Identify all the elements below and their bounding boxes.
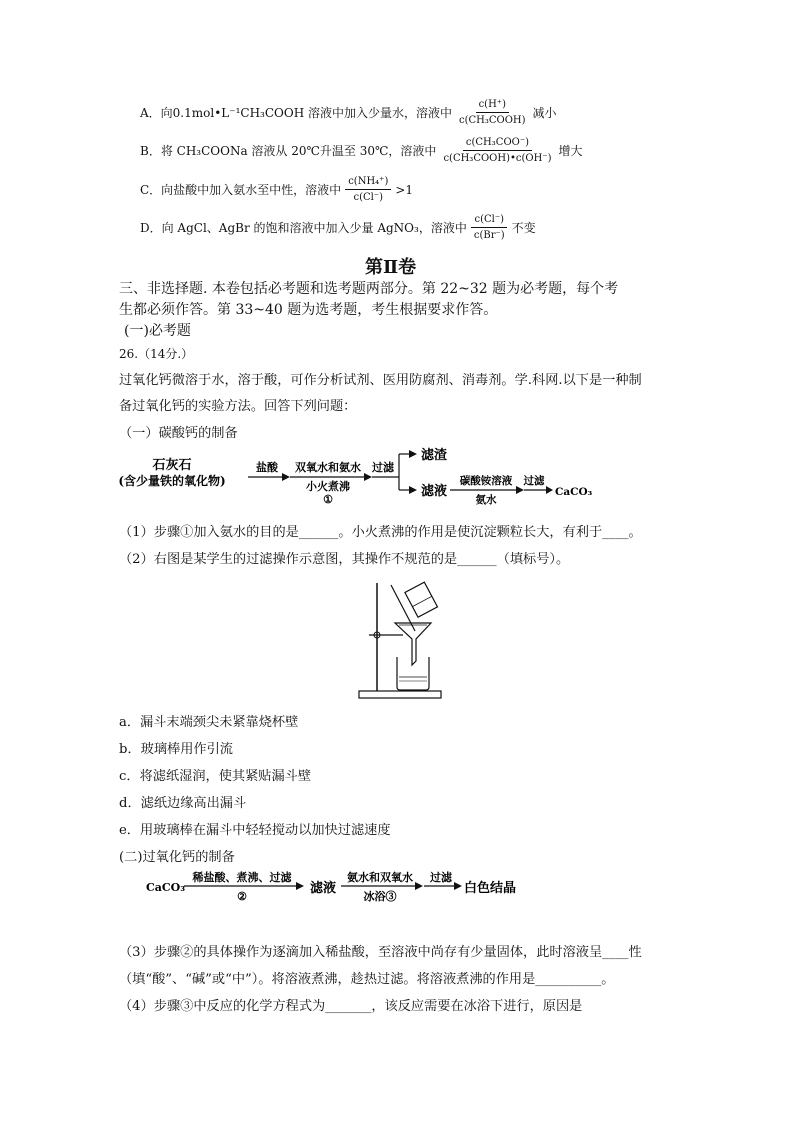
question-2: （2）右图是某学生的过滤操作示意图，其操作不规范的是______（填标号）。 — [119, 552, 570, 567]
choice-e: e．用玻璃棒在漏斗中轻轻搅动以加快过滤速度 — [119, 823, 391, 838]
filtrate-label: 滤液 — [421, 484, 448, 499]
funnel — [395, 623, 431, 665]
fraction-numerator: c(Cl⁻) — [471, 213, 507, 228]
choice-d: d．滤纸边缘高出漏斗 — [119, 796, 247, 811]
flow-diagram-calcium-peroxide — [140, 868, 560, 908]
arrow-1-label: 盐酸 — [256, 461, 278, 474]
part2-title: (二)过氧化钙的制备 — [119, 850, 235, 865]
flow2-start: CaCO₃ — [146, 881, 186, 894]
arrow-5-label: 过滤 — [523, 475, 545, 487]
arrow-5-head — [546, 486, 553, 494]
pouring-beaker — [405, 582, 438, 617]
step-2-marker: ② — [237, 890, 247, 903]
flow2-arrow-2-bottom: 冰浴③ — [363, 890, 397, 903]
option-c-text: C．向盐酸中加入氨水至中性，溶液中 — [140, 183, 342, 197]
arrow-4-head — [516, 486, 524, 494]
option-b-fraction — [440, 136, 554, 165]
flow-diagram-calcium-carbonate — [110, 440, 610, 512]
flow2-filtrate: 滤液 — [310, 881, 337, 896]
option-b — [140, 136, 583, 165]
option-d — [140, 213, 536, 242]
glass-rod — [391, 585, 415, 631]
residue-label: 滤渣 — [421, 448, 448, 463]
flow1-start-label: 石灰石 — [152, 458, 192, 473]
arrow-2-head — [364, 473, 372, 481]
section-intro-line2: 生都必须作答。第 33~40 题为选考题，考生根据要求作答。 — [119, 302, 498, 318]
choice-c: c．将滤纸湿润，使其紧贴漏斗壁 — [119, 769, 312, 784]
fraction-denominator: c(Br⁻) — [473, 230, 505, 241]
question-3-line2: （填“酸”、“碱”或“中”）。将溶液煮沸，趁热过滤。将溶液煮沸的作用是__________。 — [119, 972, 615, 987]
flow1-start-note: (含少量铁的氧化物) — [118, 474, 226, 488]
arrow-2-bottom-label: 小火煮沸 — [306, 480, 350, 493]
question-3-line1: （3）步骤②的具体操作为逐滴加入稀盐酸，至溶液中尚存有少量固体，此时溶液呈____性 — [119, 945, 642, 960]
fork-upper-head — [409, 450, 417, 458]
fraction-denominator: c(CH₃COOH) — [458, 115, 526, 126]
fork-lower-head — [409, 486, 417, 494]
flow2-arrow-2-top: 氨水和双氧水 — [347, 871, 413, 884]
product-caco3: CaCO₃ — [555, 486, 593, 498]
option-c-fraction — [345, 175, 391, 204]
arrow-4-top-label: 碳酸铵溶液 — [459, 475, 513, 487]
flow2-arrow-3-head — [454, 882, 462, 890]
option-c — [140, 175, 413, 204]
question-number: 26.（14分.） — [119, 347, 194, 361]
option-b-text: B．将 CH₃COONa 溶液从 20℃升温至 30℃，溶液中 — [140, 144, 437, 158]
flow2-arrow-1-top: 稀盐酸、煮沸、过滤 — [192, 871, 292, 884]
fraction-denominator: c(CH₃COOH)•c(OH⁻) — [443, 153, 552, 164]
flow2-arrow-1-head — [296, 882, 304, 890]
intro-line1: 过氧化钙微溶于水，溶于酸，可作分析试剂、医用防腐剂、消毒剂。学.科网.以下是一种制 — [119, 373, 642, 388]
choice-a: a．漏斗末端颈尖未紧靠烧杯壁 — [119, 715, 299, 730]
step-1-marker: ① — [323, 493, 333, 506]
option-a-fraction — [456, 98, 529, 127]
section-intro-line1: 三、非选择题. 本卷包括必考题和选考题两部分。第 22~32 题为必考题，每个考 — [119, 281, 619, 297]
arrow-1-head — [282, 473, 290, 481]
option-a — [140, 98, 557, 127]
arrow-2-top-label: 双氧水和氨水 — [295, 461, 361, 474]
fraction-numerator: c(H⁺) — [476, 98, 509, 113]
option-a-text: A．向0.1mol•L⁻¹CH₃COOH 溶液中加入少量水，溶液中 — [140, 106, 452, 120]
option-d-fraction — [471, 213, 508, 242]
intro-line2: 备过氧化钙的实验方法。回答下列问题： — [119, 399, 357, 414]
option-b-conclusion: 增大 — [558, 144, 583, 158]
option-d-conclusion: 不变 — [511, 221, 536, 235]
receiving-beaker — [397, 657, 429, 690]
arrow-4-bottom-label: 氨水 — [475, 494, 497, 506]
question-1: （1）步骤①加入氨水的目的是______。小火煮沸的作用是使沉淀颗粒长大，有利于____。 — [119, 525, 642, 540]
fraction-numerator: c(NH₄⁺) — [345, 175, 391, 190]
fraction-denominator: c(Cl⁻) — [353, 192, 384, 203]
flow2-product: 白色结晶 — [464, 881, 517, 896]
option-a-conclusion: 减小 — [532, 106, 557, 120]
flow2-arrow-2-head — [415, 882, 423, 890]
stand-base — [359, 691, 441, 698]
part1-title: （一）碳酸钙的制备 — [119, 426, 238, 441]
section-title: 第Ⅱ卷 — [365, 257, 417, 278]
arrow-3-label: 过滤 — [372, 461, 394, 474]
required-label: (一)必考题 — [124, 323, 191, 339]
choice-b: b．玻璃棒用作引流 — [119, 742, 233, 757]
fraction-numerator: c(CH₃COO⁻) — [463, 136, 532, 151]
question-4: （4）步骤③中反应的化学方程式为_______，该反应需要在冰浴下进行，原因是 — [119, 999, 583, 1014]
flow2-arrow-3-top: 过滤 — [430, 871, 452, 884]
option-c-conclusion: >1 — [395, 182, 414, 197]
filtration-apparatus-illustration — [355, 573, 445, 705]
option-d-text: D．向 AgCl、AgBr 的饱和溶液中加入少量 AgNO₃，溶液中 — [140, 221, 467, 235]
